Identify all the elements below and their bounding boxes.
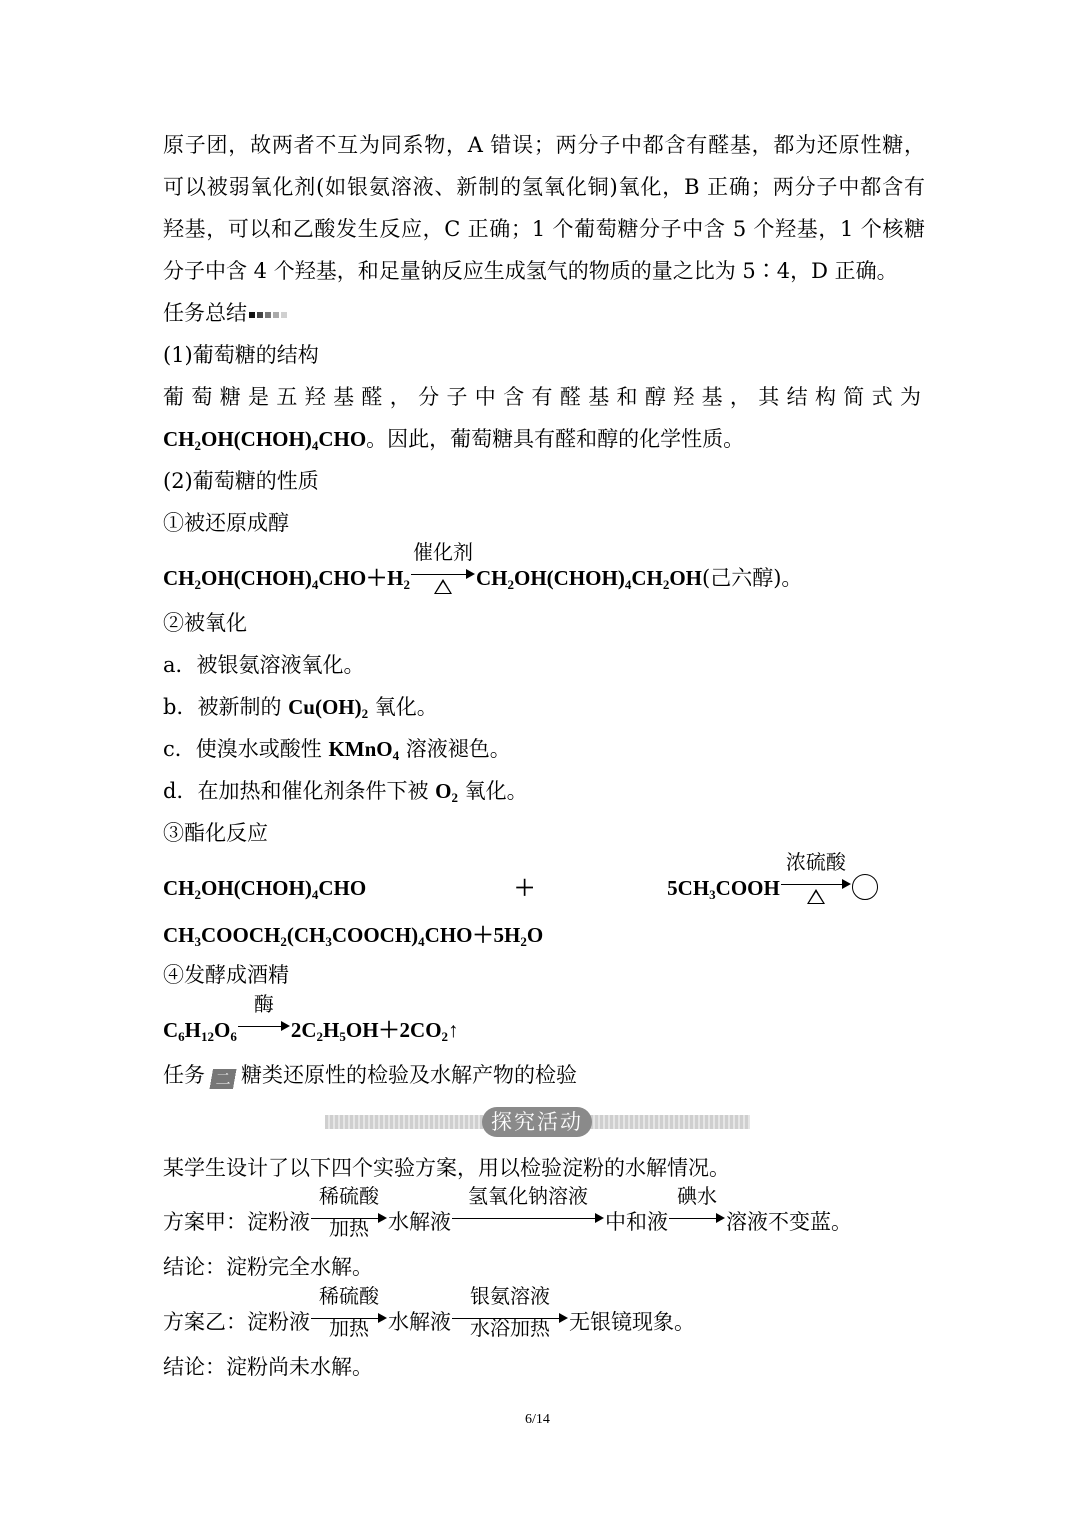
plan-a-mid1: 水解液 xyxy=(388,1210,451,1234)
reduction-tail: (己六醇)。 xyxy=(702,566,803,590)
plan-a-arrow1: 稀硫酸 加热 xyxy=(311,1205,387,1229)
summary-heading xyxy=(163,298,925,328)
ester-catalyst: 浓硫酸 xyxy=(785,850,846,874)
ester-arrow xyxy=(781,850,851,895)
heat-triangle-icon xyxy=(807,889,825,904)
point3-title: ③酯化反应 xyxy=(163,821,268,845)
plan-b xyxy=(163,1284,925,1340)
item-b: b．被新制的 $Cu(OH)_2$ 氧化。 xyxy=(163,695,438,721)
ester-product: $CH_3COOCH_2(CH_3COOCH)_4CHO+5H_2O$ xyxy=(163,923,544,949)
para1-line1: 原子团，故两者不互为同系物，A 错误；两分子中都含有醛基，都为还原性糖， xyxy=(163,133,925,157)
reduction-reactants: $CH_2OH(CHOH)_4CHO+H_2$ xyxy=(163,566,410,592)
task2-intro: 某学生设计了以下四个实验方案，用以检验淀粉的水解情况。 xyxy=(163,1156,730,1180)
para1-line3: 羟基，可以和乙酸发生反应，C 正确；1 个葡萄糖分子中含 5 个羟基，1 个核糖 xyxy=(163,217,925,241)
plan-b-arrow2: 银氨溶液 水浴加热 xyxy=(452,1305,568,1329)
page-number: 6/14 xyxy=(525,1412,550,1427)
ester-equation-line2 xyxy=(163,920,925,950)
section1-line1: 葡萄糖是五羟基醛，分子中含有醛基和醇羟基，其结构简式为 xyxy=(163,385,925,409)
section1-title: (1)葡萄糖的结构 xyxy=(163,343,319,367)
para1-line4: 分子中含 4 个羟基，和足量钠反应生成氢气的物质的量之比为 5∶4，D 正确。 xyxy=(163,259,898,283)
conclusion-a: 结论：淀粉完全水解。 xyxy=(163,1255,373,1279)
ferment-enzyme: 酶 xyxy=(253,992,274,1016)
ester-reactant1: $CH_2OH(CHOH)_4CHO$ xyxy=(163,876,367,902)
plan-a-arrow2: 氢氧化钠溶液 xyxy=(452,1205,604,1229)
task2-title: 糖类还原性的检验及水解产物的检验 xyxy=(241,1063,577,1087)
plan-b-mid1: 水解液 xyxy=(388,1310,451,1334)
para1-line2: 可以被弱氧化剂(如银氨溶液、新制的氢氧化铜)氧化，B 正确；两分子中都含有 xyxy=(163,175,925,199)
heat-triangle-icon xyxy=(434,579,452,594)
plan-b-label: 方案乙：淀粉液 xyxy=(163,1310,310,1334)
plan-b-arrow1: 稀硫酸 加热 xyxy=(311,1305,387,1329)
item-c: c．使溴水或酸性 KMnO$_4$ 溶液褪色。 xyxy=(163,737,511,763)
squares-decoration xyxy=(247,301,287,325)
task2-number-badge: 二 xyxy=(208,1069,238,1089)
plan-a-mid2: 中和液 xyxy=(605,1210,668,1234)
point1-title: ①被还原成醇 xyxy=(163,511,289,535)
plan-a xyxy=(163,1184,925,1240)
plan-a-label: 方案甲：淀粉液 xyxy=(163,1210,310,1234)
item-d: d．在加热和催化剂条件下被 $O_2$ 氧化。 xyxy=(163,779,528,805)
item-a: a．被银氨溶液氧化。 xyxy=(163,653,365,677)
ferment-reactant: $C_6H_{12}O_6$ xyxy=(163,1018,237,1044)
conclusion-b: 结论：淀粉尚未水解。 xyxy=(163,1355,373,1379)
glucose-formula: $CH_2OH(CHOH)_4CHO$ xyxy=(163,427,367,453)
summary-heading-text: 任务总结 xyxy=(163,301,247,325)
o2-formula: $O_2$ xyxy=(435,779,458,805)
cuoh2-formula: $Cu(OH)_2$ xyxy=(288,695,369,721)
reduction-equation xyxy=(163,540,925,593)
plan-a-arrow3: 碘水 xyxy=(669,1205,725,1229)
ferment-arrow xyxy=(238,992,290,1037)
point2-title: ②被氧化 xyxy=(163,611,247,635)
ferment-product: $2C_2H_5OH+2CO_2↑$ xyxy=(290,1018,459,1044)
task2-heading xyxy=(163,1060,925,1090)
reduction-arrow xyxy=(411,540,475,585)
point4-title: ④发酵成酒精 xyxy=(163,963,289,987)
plan-a-end: 溶液不变蓝。 xyxy=(726,1210,852,1234)
ferment-equation xyxy=(163,992,925,1045)
section2-title: (2)葡萄糖的性质 xyxy=(163,469,319,493)
kmno4-formula: KMnO$_4$ xyxy=(328,737,400,763)
section-banner-label: 探究活动 xyxy=(482,1107,592,1137)
reduction-product: $CH_2OH(CHOH)_4CH_2OH$ xyxy=(476,566,702,592)
section1-line2-tail: 。因此，葡萄糖具有醛和醇的化学性质。 xyxy=(366,427,745,451)
plan-b-end: 无银镜现象。 xyxy=(569,1310,695,1334)
ester-reactant2: $5CH_3COOH$ xyxy=(667,876,780,902)
ester-equation-line1 xyxy=(163,850,925,903)
circle-mark-icon xyxy=(852,874,878,900)
section1-line2 xyxy=(163,424,925,454)
task2-label: 任务 xyxy=(163,1063,205,1087)
reduction-catalyst: 催化剂 xyxy=(413,540,473,564)
plus-sign: ＋ xyxy=(514,876,536,900)
